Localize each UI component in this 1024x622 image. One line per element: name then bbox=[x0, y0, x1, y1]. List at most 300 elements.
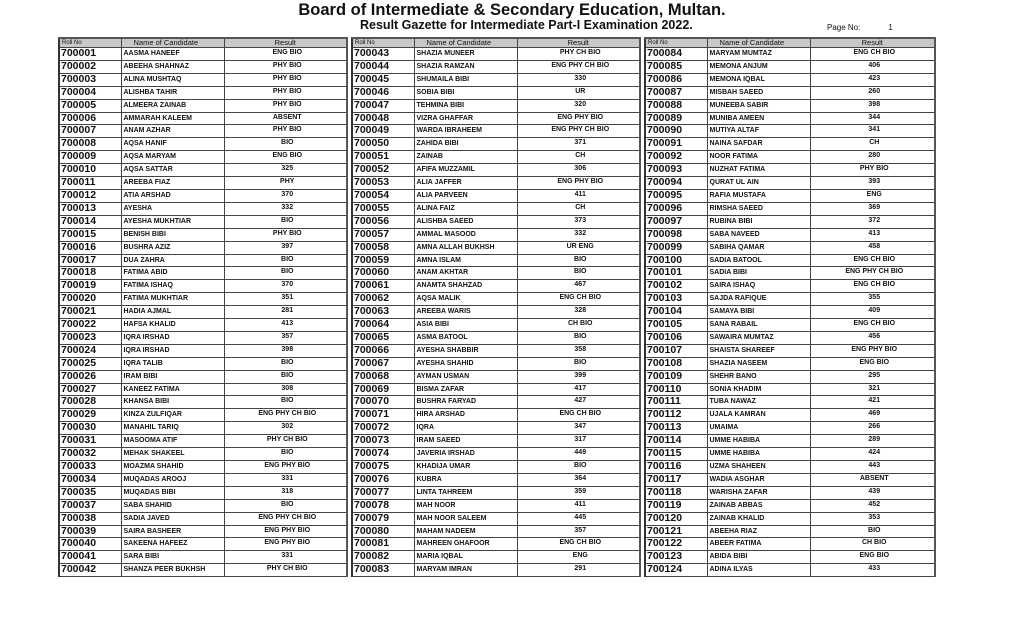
result-cell bbox=[810, 177, 935, 190]
result-text: 445 bbox=[574, 513, 587, 521]
roll-no-cell: 700072 bbox=[352, 422, 414, 435]
candidate-name-cell: SABA NAVEED bbox=[707, 228, 810, 241]
candidate-name-cell: MUQADAS BIBI bbox=[121, 486, 224, 499]
result-cell bbox=[810, 538, 935, 551]
result-text: 424 bbox=[868, 449, 881, 457]
table-row bbox=[645, 60, 935, 73]
roll-no-cell: 700109 bbox=[645, 370, 707, 383]
candidate-name-cell: NOOR FATIMA bbox=[707, 151, 810, 164]
table-row bbox=[59, 306, 347, 319]
result-cell bbox=[517, 525, 640, 538]
table-row bbox=[645, 473, 935, 486]
roll-no-cell: 700061 bbox=[352, 280, 414, 293]
result-cell bbox=[517, 409, 640, 422]
table-row bbox=[59, 99, 347, 112]
candidate-name-cell: ZAHIDA BIBI bbox=[414, 138, 517, 151]
result-cell bbox=[810, 112, 935, 125]
roll-no-cell: 700039 bbox=[59, 525, 121, 538]
roll-no-cell: 700094 bbox=[645, 177, 707, 190]
result-text: 302 bbox=[281, 423, 294, 431]
candidate-name-cell: ANAMTA SHAHZAD bbox=[414, 280, 517, 293]
result-text: ENG PHY CH BIO bbox=[258, 513, 317, 521]
result-text: 370 bbox=[281, 190, 294, 198]
result-text: BIO bbox=[281, 216, 294, 224]
result-text: 321 bbox=[868, 384, 881, 392]
candidate-name-cell: SAMAYA BIBI bbox=[707, 306, 810, 319]
table-row bbox=[59, 473, 347, 486]
table-row bbox=[645, 422, 935, 435]
roll-no-cell: 700034 bbox=[59, 473, 121, 486]
candidate-name-cell: UMME HABIBA bbox=[707, 448, 810, 461]
result-cell bbox=[810, 344, 935, 357]
roll-no-cell: 700076 bbox=[352, 473, 414, 486]
table-row bbox=[645, 215, 935, 228]
result-text: PHY BIO bbox=[272, 229, 302, 237]
result-cell bbox=[224, 215, 347, 228]
roll-no-cell: 700098 bbox=[645, 228, 707, 241]
result-text: ENG PHY CH BIO bbox=[551, 61, 610, 69]
result-cell bbox=[224, 448, 347, 461]
roll-no-cell: 700069 bbox=[352, 383, 414, 396]
result-text: 289 bbox=[868, 436, 881, 444]
table-row bbox=[59, 357, 347, 370]
table-row bbox=[59, 551, 347, 564]
roll-no-cell: 700019 bbox=[59, 280, 121, 293]
result-cell bbox=[517, 499, 640, 512]
table-row bbox=[352, 564, 640, 577]
roll-no-cell: 700124 bbox=[645, 564, 707, 577]
candidate-name-cell: WARISHA ZAFAR bbox=[707, 486, 810, 499]
roll-no-cell: 700032 bbox=[59, 448, 121, 461]
result-cell bbox=[224, 280, 347, 293]
result-text: 325 bbox=[281, 165, 294, 173]
table-row bbox=[645, 164, 935, 177]
candidate-name-cell: ABEER FATIMA bbox=[707, 538, 810, 551]
roll-no-cell: 700104 bbox=[645, 306, 707, 319]
table-row bbox=[352, 538, 640, 551]
table-row bbox=[352, 280, 640, 293]
result-cell bbox=[224, 48, 347, 61]
candidate-name-cell: ADINA ILYAS bbox=[707, 564, 810, 577]
roll-no-cell: 700030 bbox=[59, 422, 121, 435]
candidate-name-cell: MUTIYA ALTAF bbox=[707, 125, 810, 138]
table-row bbox=[352, 473, 640, 486]
table-row bbox=[59, 177, 347, 190]
result-cell bbox=[517, 486, 640, 499]
result-cell bbox=[224, 293, 347, 306]
result-cell bbox=[224, 512, 347, 525]
result-text: 355 bbox=[868, 294, 881, 302]
roll-no-cell: 700070 bbox=[352, 396, 414, 409]
result-text: 413 bbox=[868, 229, 881, 237]
table-row bbox=[352, 125, 640, 138]
roll-no-cell: 700025 bbox=[59, 357, 121, 370]
result-cell bbox=[517, 215, 640, 228]
roll-no-cell: 700012 bbox=[59, 189, 121, 202]
candidate-name-cell: NUZHAT FATIMA bbox=[707, 164, 810, 177]
candidate-name-cell: AQSA MALIK bbox=[414, 293, 517, 306]
result-cell bbox=[810, 189, 935, 202]
result-cell bbox=[810, 331, 935, 344]
roll-no-cell: 700107 bbox=[645, 344, 707, 357]
roll-no-cell: 700118 bbox=[645, 486, 707, 499]
result-cell bbox=[224, 409, 347, 422]
candidate-name-cell: NAINA SAFDAR bbox=[707, 138, 810, 151]
result-cell bbox=[517, 435, 640, 448]
table-row bbox=[645, 228, 935, 241]
table-row bbox=[645, 319, 935, 332]
roll-no-cell: 700052 bbox=[352, 164, 414, 177]
result-text: CH BIO bbox=[862, 539, 887, 547]
table-header-row bbox=[352, 38, 640, 48]
result-cell bbox=[810, 409, 935, 422]
result-text: BIO bbox=[574, 462, 587, 469]
roll-no-cell: 700103 bbox=[645, 293, 707, 306]
candidate-name-cell: ALINA MUSHTAQ bbox=[121, 73, 224, 86]
table-row bbox=[352, 370, 640, 383]
result-cell bbox=[517, 551, 640, 564]
result-cell bbox=[224, 473, 347, 486]
result-text: BIO bbox=[868, 526, 881, 534]
table-row bbox=[59, 228, 347, 241]
result-cell bbox=[810, 241, 935, 254]
roll-no-cell: 700026 bbox=[59, 370, 121, 383]
table-row bbox=[352, 48, 640, 61]
result-cell bbox=[224, 499, 347, 512]
candidate-name-cell: ALMEERA ZAINAB bbox=[121, 99, 224, 112]
candidate-name-cell: AYMAN USMAN bbox=[414, 370, 517, 383]
candidate-name-cell: MAHAM NADEEM bbox=[414, 525, 517, 538]
candidate-name-cell: AQSA SATTAR bbox=[121, 164, 224, 177]
roll-no-cell: 700086 bbox=[645, 73, 707, 86]
result-cell bbox=[517, 151, 640, 164]
roll-no-cell: 700097 bbox=[645, 215, 707, 228]
header-roll-no: Roll No bbox=[59, 38, 121, 48]
table-row bbox=[59, 344, 347, 357]
table-row bbox=[645, 357, 935, 370]
roll-no-cell: 700008 bbox=[59, 138, 121, 151]
result-text: BIO bbox=[281, 371, 294, 379]
candidate-name-cell: ALIA PARVEEN bbox=[414, 189, 517, 202]
candidate-name-cell: MEHAK SHAKEEL bbox=[121, 448, 224, 461]
candidate-name-cell: SAKEENA HAFEEZ bbox=[121, 538, 224, 551]
page-number bbox=[827, 23, 893, 32]
result-cell bbox=[810, 125, 935, 138]
candidate-name-cell: ZAINAB ABBAS bbox=[707, 499, 810, 512]
roll-no-cell: 700079 bbox=[352, 512, 414, 525]
header-result: Result bbox=[224, 38, 347, 48]
table-row bbox=[645, 551, 935, 564]
roll-no-cell: 700017 bbox=[59, 254, 121, 267]
candidate-name-cell: ABEEHA SHAHNAZ bbox=[121, 60, 224, 73]
table-row bbox=[59, 151, 347, 164]
candidate-name-cell: SONIA KHADIM bbox=[707, 383, 810, 396]
result-text: ENG CH BIO bbox=[853, 320, 896, 328]
result-text: 353 bbox=[868, 513, 881, 521]
table-row bbox=[645, 344, 935, 357]
table-row bbox=[352, 215, 640, 228]
result-cell bbox=[517, 254, 640, 267]
table-row bbox=[352, 512, 640, 525]
roll-no-cell: 700063 bbox=[352, 306, 414, 319]
result-cell bbox=[224, 525, 347, 538]
result-text: 281 bbox=[281, 307, 294, 315]
roll-no-cell: 700024 bbox=[59, 344, 121, 357]
candidate-name-cell: AYESHA SHAHID bbox=[414, 357, 517, 370]
roll-no-cell: 700048 bbox=[352, 112, 414, 125]
candidate-name-cell: BENISH BIBI bbox=[121, 228, 224, 241]
candidate-name-cell: TUBA NAWAZ bbox=[707, 396, 810, 409]
result-cell bbox=[810, 551, 935, 564]
result-text: 372 bbox=[868, 216, 881, 224]
table-row bbox=[59, 254, 347, 267]
roll-no-cell: 700100 bbox=[645, 254, 707, 267]
table-row bbox=[645, 241, 935, 254]
result-text: 398 bbox=[281, 345, 294, 353]
result-cell bbox=[517, 138, 640, 151]
result-text: 411 bbox=[574, 500, 586, 508]
roll-no-cell: 700110 bbox=[645, 383, 707, 396]
result-cell bbox=[517, 177, 640, 190]
candidate-name-cell: HADIA AJMAL bbox=[121, 306, 224, 319]
roll-no-cell: 700059 bbox=[352, 254, 414, 267]
result-cell bbox=[224, 99, 347, 112]
result-text: 344 bbox=[868, 113, 881, 121]
roll-no-cell: 700022 bbox=[59, 319, 121, 332]
roll-no-cell: 700018 bbox=[59, 267, 121, 280]
roll-no-cell: 700047 bbox=[352, 99, 414, 112]
result-text: ENG PHY BIO bbox=[557, 178, 604, 186]
roll-no-cell: 700099 bbox=[645, 241, 707, 254]
table-row bbox=[352, 151, 640, 164]
candidate-name-cell: ALIA JAFFER bbox=[414, 177, 517, 190]
result-text: PHY CH BIO bbox=[559, 49, 601, 56]
candidate-name-cell: UZMA SHAHEEN bbox=[707, 461, 810, 474]
roll-no-cell: 700106 bbox=[645, 331, 707, 344]
result-text: PHY CH BIO bbox=[266, 565, 308, 573]
roll-no-cell: 700015 bbox=[59, 228, 121, 241]
result-text: 364 bbox=[574, 474, 587, 482]
result-text: UR bbox=[575, 87, 586, 95]
result-text: UR ENG bbox=[566, 242, 594, 250]
roll-no-cell: 700083 bbox=[352, 564, 414, 577]
table-row bbox=[352, 241, 640, 254]
roll-no-cell: 700051 bbox=[352, 151, 414, 164]
result-cell bbox=[517, 344, 640, 357]
result-text: ENG PHY CH BIO bbox=[845, 268, 904, 276]
candidate-name-cell: IQRA IRSHAD bbox=[121, 344, 224, 357]
result-cell bbox=[517, 164, 640, 177]
result-text: ENG CH BIO bbox=[853, 281, 896, 289]
result-text: 411 bbox=[574, 190, 586, 198]
result-cell bbox=[517, 86, 640, 99]
result-text: 357 bbox=[574, 526, 587, 534]
result-text: CH bbox=[575, 203, 586, 211]
candidate-name-cell: SADIA JAVED bbox=[121, 512, 224, 525]
candidate-name-cell: MOAZMA SHAHID bbox=[121, 461, 224, 474]
result-text: PHY BIO bbox=[272, 87, 302, 95]
result-text: 359 bbox=[574, 487, 587, 495]
roll-no-cell: 700038 bbox=[59, 512, 121, 525]
table-row bbox=[352, 254, 640, 267]
result-cell bbox=[517, 202, 640, 215]
result-cell bbox=[224, 538, 347, 551]
result-text: BIO bbox=[281, 449, 294, 457]
result-cell bbox=[810, 383, 935, 396]
result-text: BIO bbox=[281, 358, 294, 366]
page-number-value: 1 bbox=[888, 23, 893, 32]
table-row bbox=[645, 512, 935, 525]
board-title: Board of Intermediate & Secondary Education, Multan. bbox=[298, 1, 726, 19]
result-cell bbox=[517, 267, 640, 280]
candidate-name-cell: AREEBA WARIS bbox=[414, 306, 517, 319]
result-cell bbox=[517, 60, 640, 73]
result-text: ENG BIO bbox=[859, 552, 890, 560]
header-name: Name of Candidate bbox=[707, 38, 810, 48]
table-row bbox=[352, 112, 640, 125]
result-cell bbox=[810, 422, 935, 435]
result-text: 433 bbox=[868, 565, 881, 573]
result-cell bbox=[810, 512, 935, 525]
result-cell bbox=[517, 357, 640, 370]
header-roll-no: Roll No bbox=[352, 38, 414, 48]
candidate-name-cell: AASMA HANEEF bbox=[121, 48, 224, 61]
result-text: BIO bbox=[574, 268, 587, 276]
table-row bbox=[645, 486, 935, 499]
candidate-name-cell: SAIRA ISHAQ bbox=[707, 280, 810, 293]
result-text: 341 bbox=[868, 126, 881, 134]
candidate-name-cell: MARIA IQBAL bbox=[414, 551, 517, 564]
result-text: 417 bbox=[574, 384, 587, 392]
result-text: 469 bbox=[868, 410, 881, 418]
candidate-name-cell: VIZRA GHAFFAR bbox=[414, 112, 517, 125]
result-text: BIO bbox=[281, 255, 294, 263]
roll-no-cell: 700028 bbox=[59, 396, 121, 409]
roll-no-cell: 700045 bbox=[352, 73, 414, 86]
result-cell bbox=[517, 512, 640, 525]
result-cell bbox=[810, 525, 935, 538]
result-text: 369 bbox=[868, 203, 881, 211]
table-row bbox=[645, 525, 935, 538]
candidate-name-cell: AMNA ISLAM bbox=[414, 254, 517, 267]
result-cell bbox=[224, 267, 347, 280]
candidate-name-cell: SANA RABAIL bbox=[707, 319, 810, 332]
table-row bbox=[645, 177, 935, 190]
result-cell bbox=[810, 254, 935, 267]
header-roll-no: Roll No bbox=[645, 38, 707, 48]
roll-no-cell: 700027 bbox=[59, 383, 121, 396]
result-cell bbox=[810, 228, 935, 241]
result-text: 306 bbox=[574, 165, 587, 173]
roll-no-cell: 700003 bbox=[59, 73, 121, 86]
table-row bbox=[645, 267, 935, 280]
result-cell bbox=[224, 164, 347, 177]
roll-no-cell: 700033 bbox=[59, 461, 121, 474]
table-row bbox=[59, 164, 347, 177]
result-cell bbox=[517, 306, 640, 319]
results-table-middle bbox=[351, 37, 641, 577]
roll-no-cell: 700009 bbox=[59, 151, 121, 164]
result-text: ENG PHY BIO bbox=[557, 113, 604, 121]
roll-no-cell: 700064 bbox=[352, 319, 414, 332]
result-text: 320 bbox=[574, 100, 587, 108]
roll-no-cell: 700071 bbox=[352, 409, 414, 422]
result-text: 458 bbox=[868, 242, 881, 250]
results-table-left bbox=[58, 37, 348, 577]
candidate-name-cell: MAHREEN GHAFOOR bbox=[414, 538, 517, 551]
table-row bbox=[352, 138, 640, 151]
result-text: 351 bbox=[281, 294, 294, 302]
result-cell bbox=[224, 189, 347, 202]
table-row bbox=[352, 331, 640, 344]
table-row bbox=[59, 370, 347, 383]
candidate-name-cell: MUQADAS AROOJ bbox=[121, 473, 224, 486]
roll-no-cell: 700060 bbox=[352, 267, 414, 280]
result-text: PHY BIO bbox=[859, 165, 889, 173]
candidate-name-cell: SHAISTA SHAREEF bbox=[707, 344, 810, 357]
result-cell bbox=[224, 551, 347, 564]
header-result: Result bbox=[517, 38, 640, 48]
result-cell bbox=[517, 73, 640, 86]
roll-no-cell: 700004 bbox=[59, 86, 121, 99]
candidate-name-cell: IQRA TALIB bbox=[121, 357, 224, 370]
roll-no-cell: 700112 bbox=[645, 409, 707, 422]
table-row bbox=[645, 448, 935, 461]
candidate-name-cell: MARYAM IMRAN bbox=[414, 564, 517, 577]
result-cell bbox=[224, 254, 347, 267]
result-cell bbox=[810, 99, 935, 112]
table-row bbox=[645, 189, 935, 202]
result-text: 260 bbox=[868, 87, 881, 95]
result-text: 317 bbox=[574, 436, 587, 444]
result-cell bbox=[517, 448, 640, 461]
roll-no-cell: 700044 bbox=[352, 60, 414, 73]
candidate-name-cell: ATIA ARSHAD bbox=[121, 189, 224, 202]
roll-no-cell: 700006 bbox=[59, 112, 121, 125]
roll-no-cell: 700005 bbox=[59, 99, 121, 112]
roll-no-cell: 700088 bbox=[645, 99, 707, 112]
result-text: CH bbox=[575, 152, 586, 160]
result-text: BIO bbox=[281, 268, 294, 276]
table-row bbox=[59, 267, 347, 280]
candidate-name-cell: MISBAH SAEED bbox=[707, 86, 810, 99]
candidate-name-cell: AQSA HANIF bbox=[121, 138, 224, 151]
result-cell bbox=[224, 112, 347, 125]
candidate-name-cell: UJALA KAMRAN bbox=[707, 409, 810, 422]
candidate-name-cell: SHUMAILA BIBI bbox=[414, 73, 517, 86]
table-row bbox=[645, 564, 935, 577]
roll-no-cell: 700082 bbox=[352, 551, 414, 564]
table-row bbox=[59, 202, 347, 215]
table-row bbox=[59, 512, 347, 525]
candidate-name-cell: RAFIA MUSTAFA bbox=[707, 189, 810, 202]
result-text: 318 bbox=[281, 487, 294, 495]
candidate-name-cell: SHAZIA MUNEER bbox=[414, 48, 517, 61]
candidate-name-cell: LINTA TAHREEM bbox=[414, 486, 517, 499]
roll-no-cell: 700013 bbox=[59, 202, 121, 215]
result-text: 423 bbox=[868, 74, 881, 82]
result-cell bbox=[517, 228, 640, 241]
table-row bbox=[352, 306, 640, 319]
result-cell bbox=[517, 370, 640, 383]
table-row bbox=[352, 99, 640, 112]
result-cell bbox=[224, 86, 347, 99]
roll-no-cell: 700102 bbox=[645, 280, 707, 293]
result-cell bbox=[517, 189, 640, 202]
candidate-name-cell: SHAZIA RAMZAN bbox=[414, 60, 517, 73]
candidate-name-cell: RUBINA BIBI bbox=[707, 215, 810, 228]
candidate-name-cell: ZAINAB KHALID bbox=[707, 512, 810, 525]
